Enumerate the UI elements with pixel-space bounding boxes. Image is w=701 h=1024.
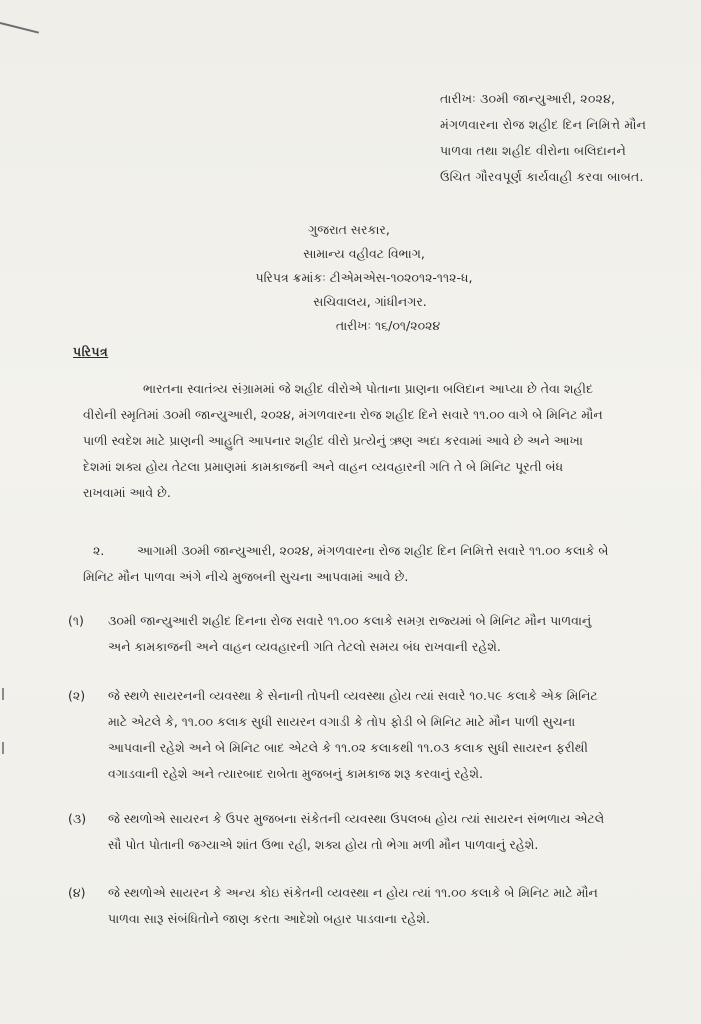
item-number: (૧) [68,613,84,628]
subject-line: ઉચિત ગૌરવપૂર્ણ કાર્યવાહી કરવા બાબત. [440,169,644,184]
circular-number: પરિપત્ર ક્રમાંકઃ ટીએમએસ-૧૦૨૦૧૨-૧૧૨-ધ, [255,270,473,285]
department-name: સામાન્ય વહીવટ વિભાગ, [303,246,425,261]
item-line: વગાડવાની રહેશે અને ત્યારબાદ રાબેતા મુજબનું કામકાજ શરૂ કરવાનું રહેશે. [108,766,483,781]
paragraph-2 [83,538,665,590]
item-number: (૪) [68,885,86,900]
item-line: જે સ્થળોએ સાયરન કે ઉપર મુજબના સંકેતની વ્યવસ્થા ઉપલબ્ધ હોય ત્યાં સાયરન સંભળાય એટલે [108,811,605,826]
circular-date: તારીખઃ ૧૬/૦૧/૨૦૨૪ [335,318,441,333]
paragraph-line: રાખવામાં આવે છે. [83,485,171,500]
subject-block [440,86,690,190]
paragraph-text: આગામી ૩૦મી જાન્યુઆરી, ૨૦૨૪, મંગળવારના રોજ શહીદ દિન નિમિત્તે સવારે ૧૧.૦૦ કલાકે બે [137,543,609,558]
place-name: સચિવાલય, ગાંધીનગર. [313,294,427,309]
subject-line: પાળવા તથા શહીદ વીરોના બલિદાનને [440,143,627,158]
government-name: ગુજરાત સરકાર, [308,222,390,237]
paragraph-line: ભારતના સ્વાતંત્ર્ય સંગ્રામમાં જે શહીદ વીરોએ પોતાના પ્રાણના બલિદાન આપ્યા છે તેવા શહીદ [143,381,593,396]
office-address [234,218,494,338]
item-line: પાળવા સારૂ સંબંધિતોને જાણ કરતા આદેશો બહાર પાડવાના રહેશે. [108,911,430,926]
paragraph-line [83,538,665,564]
item-line: અને કામકાજની અને વાહન વ્યવહારની ગતિ તેટલો સમય બંધ રાખવાની રહેશે. [108,639,501,654]
subject-line: તારીખઃ ૩૦મી જાન્યુઆરી, ૨૦૨૪, [440,91,616,106]
paragraph-line: દેશમાં શક્ય હોય તેટલા પ્રમાણમાં કામકાજની અને વાહન વ્યવહારની ગતિ તે બે મિનિટ પૂરતી બંધ [83,459,564,474]
scan-mark [0,22,39,34]
subject-line: મંગળવારના રોજ શહીદ દિન નિમિત્તે મૌન [440,117,647,132]
item-number: (૨) [68,688,86,703]
margin-mark [2,688,4,700]
circular-heading: પરિપત્ર [73,344,109,359]
paragraph-line: મિનિટ મૌન પાળવા અંગે નીચે મુજબની સુચના આપવામાં આવે છે. [83,569,409,584]
paragraph-number: ૨. [93,543,105,558]
paragraph-intro [83,376,665,506]
item-line: જે સ્થળોએ સાયરન કે અન્ય કોઇ સંકેતની વ્યવસ્થા ન હોય ત્યાં ૧૧.૦૦ કલાકે બે મિનિટ માટે મૌન [108,885,598,900]
margin-mark [2,742,4,754]
item-number: (૩) [68,811,87,826]
item-line: ૩૦મી જાન્યુઆરી શહીદ દિનના રોજ સવારે ૧૧.૦૦ કલાકે સમગ્ર રાજ્યમાં બે મિનિટ મૌન પાળવાનું [108,613,592,628]
paragraph-line: પાળી સ્વદેશ માટે પ્રાણની આહુતિ આપનાર શહીદ વીરો પ્રત્યેનું ઋણ અદા કરવામાં આવે છે અને આખા [83,433,583,448]
item-line: આપવાની રહેશે અને બે મિનિટ બાદ એટલે કે ૧૧.૦૨ કલાકથી ૧૧.૦૩ કલાક સુધી સાયરન ફરીથી [108,740,588,755]
item-line: સૌ પોત પોતાની જગ્યાએ શાંત ઉભા રહી, શક્ય હોય તો ભેગા મળી મૌન પાળવાનું રહેશે. [108,837,539,852]
paragraph-line: વીરોની સ્મૃતિમાં ૩૦મી જાન્યુઆરી, ૨૦૨૪, મંગળવારના રોજ શહીદ દિને સવારે ૧૧.૦૦ વાગે બે મિનિટ મૌન [83,407,603,422]
item-line: માટે એટલે કે, ૧૧.૦૦ કલાક સુધી સાયરન વગાડી કે તોપ ફોડી બે મિનિટ માટે મૌન પાળી સુચના [108,714,576,729]
item-line: જે સ્થળે સાયરનની વ્યવસ્થા કે સેનાની તોપની વ્યવસ્થા હોય ત્યાં સવારે ૧૦.૫૯ કલાકે એક મિનિટ [108,688,598,703]
